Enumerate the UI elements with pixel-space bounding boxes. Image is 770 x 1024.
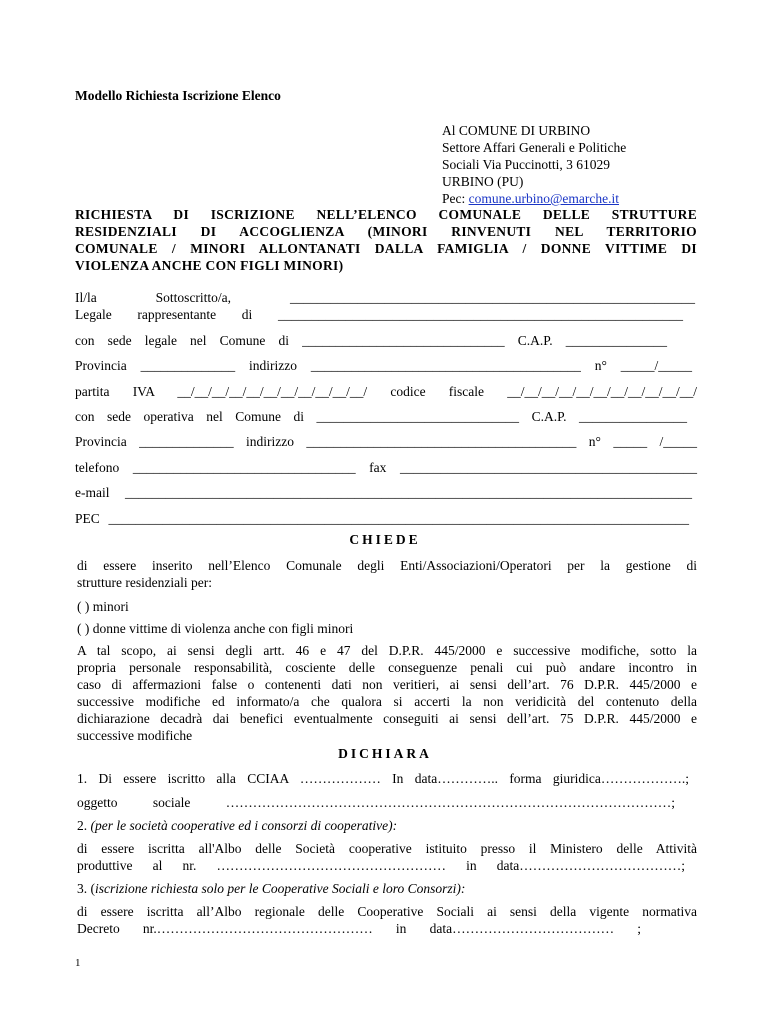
cciaa-field[interactable]: 1. Di essere iscritto alla CCIAA ……………… In data………….. forma giuridica……………….; [77,771,689,786]
oggetto-sociale-field[interactable]: oggetto sociale ………………………………………………………………………………………; [77,795,675,810]
option-donne-vittime[interactable]: ( ) donne vittime di violenza anche con figli minori [77,621,354,636]
partita-iva-codice-fiscale-field[interactable]: partita IVA __/__/__/__/__/__/__/__/__/__/__/ codice fiscale __/__/__/__/__/__/__/__/__/__/__/ [75,384,697,399]
option-minori[interactable]: ( ) minori [77,599,129,614]
chiede-paragraph-line-6: successive modifiche [77,728,193,743]
item-2-heading [77,817,397,834]
chiede-paragraph-line-4: successive modifiche ed informato/a che qualora si accerti la non veridicità del contenuto della [77,694,697,709]
item-3-heading [77,880,465,897]
request-title-line-4: VIOLENZA ANCHE CON FIGLI MINORI) [75,258,344,273]
recipient-line-4: URBINO (PU) [442,174,524,189]
request-title-line-1: RICHIESTA DI ISCRIZIONE NELL’ELENCO COMUNALE DELLE STRUTTURE [75,207,697,222]
sede-legale-field[interactable]: con sede legale nel Comune di ______________________________ C.A.P. _______________ [75,333,667,348]
item-3-number: 3. ( [77,881,95,896]
chiede-paragraph-line-5: dichiarazione decadrà dai benefici eventualmente conseguiti ai sensi dell’art. 75 D.P.R. 445/2000 e [77,711,697,726]
legale-rappresentante-field[interactable]: Legale rappresentante di ____________________________________________________________ [75,307,683,322]
request-title-line-2: RESIDENZIALI DI ACCOGLIENZA (MINORI RINVENUTI NEL TERRITORIO [75,224,697,239]
chiede-paragraph-line-3: caso di affermazioni false o contenenti dati non veritieri, ai sensi dell’art. 76 D.P.R. 445/2000 e [77,677,697,692]
recipient-line-2: Settore Affari Generali e Politiche [442,140,627,155]
telefono-fax-field[interactable]: telefono _________________________________ fax ____________________________________________ [75,460,697,475]
sottoscritto-field[interactable]: Il/la Sottoscritto/a, ____________________________________________________________ [75,290,695,305]
item-3-note: iscrizione richiesta solo per le Cooperative Sociali e loro Consorzi): [95,881,466,896]
dichiara-heading: DICHIARA [338,746,432,761]
form-title: Modello Richiesta Iscrizione Elenco [75,88,281,103]
chiede-intro-line-1: di essere inserito nell’Elenco Comunale degli Enti/Associazioni/Operatori per la gestione di [77,558,697,573]
email-field[interactable]: e-mail ____________________________________________________________________________________ [75,485,692,500]
item-2-note: (per le società cooperative ed i consorzi di cooperative): [90,818,398,833]
recipient-pec [442,190,619,207]
albo-cooperative-line-1: di essere iscritta all'Albo delle Società cooperative istituito presso il Ministero delle Attività [77,841,697,856]
sede-operativa-field[interactable]: con sede operativa nel Comune di ______________________________ C.A.P. ________________ [75,409,687,424]
albo-regionale-field[interactable]: Decreto nr.………………………………………… in data……………………………… ; [77,921,641,936]
provincia-indirizzo-field-1[interactable]: Provincia ______________ indirizzo ________________________________________ n° _____/_____ [75,358,692,373]
pec-label: Pec: [442,191,469,206]
request-title-line-3: COMUNALE / MINORI ALLONTANATI DALLA FAMIGLIA / DONNE VITTIME DI [75,241,697,256]
chiede-intro-line-2: strutture residenziali per: [77,575,212,590]
pec-field[interactable]: PEC ______________________________________________________________________________________ [75,511,689,526]
provincia-indirizzo-field-2[interactable]: Provincia ______________ indirizzo ________________________________________ n° _____ /_____ [75,434,697,449]
chiede-heading: CHIEDE [349,532,421,547]
pec-email-link[interactable]: comune.urbino@emarche.it [468,191,620,206]
item-2-number: 2. [77,818,91,833]
albo-regionale-line-1: di essere iscritta all’Albo regionale delle Cooperative Sociali ai sensi della vigente normativa [77,904,697,919]
albo-cooperative-field[interactable]: produttive al nr. …………………………………………… in data………………………………; [77,858,685,873]
recipient-line-3: Sociali Via Puccinotti, 3 61029 [442,157,611,172]
chiede-paragraph-line-2: propria personale responsabilità, cosciente delle conseguenze penali cui può andare incontro in [77,660,697,675]
recipient-line-1: Al COMUNE DI URBINO [442,123,591,138]
page-number: 1 [75,957,81,969]
chiede-paragraph-line-1: A tal scopo, ai sensi degli artt. 46 e 47 del D.P.R. 445/2000 e successive modifiche, sotto la [77,643,697,658]
